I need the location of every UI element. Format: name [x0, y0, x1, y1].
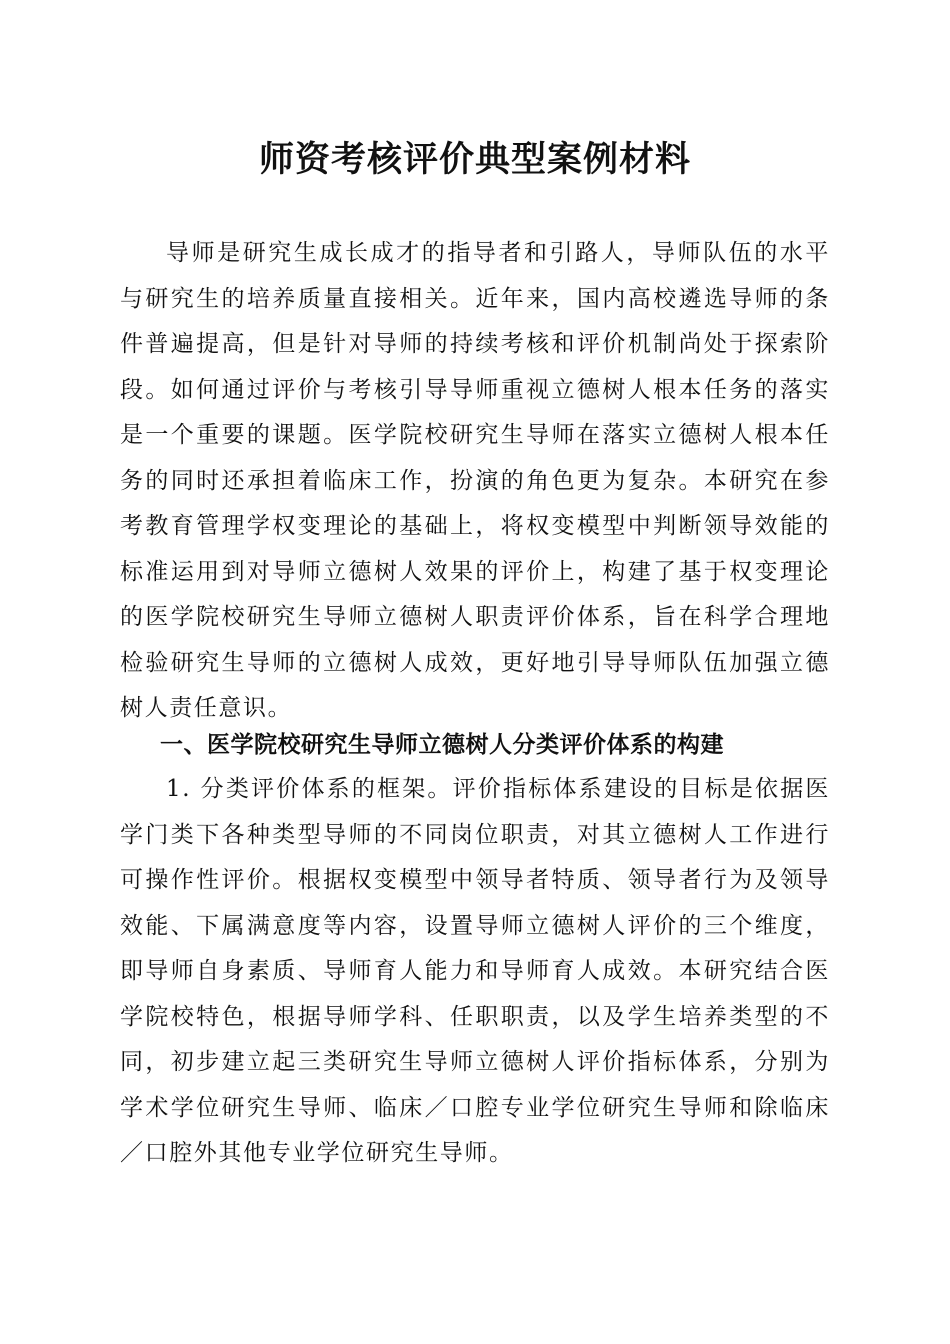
intro-paragraph: 导师是研究生成长成才的指导者和引路人，导师队伍的水平与研究生的培养质量直接相关。近年来，国内高校遴选导师的条件普遍提高，但是针对导师的持续考核和评价机制尚处于探索阶段。如何通过评价与考核引导导师重视立德树人根本任务的落实是一个重要的课题。医学院校研究生导师在落实立德树人根本任务的同时还承担着临床工作，扮演的角色更为复杂。本研究在参考教育管理学权变理论的基础上，将权变模型中判断领导效能的标准运用到对导师立德树人效果的评价上，构建了基于权变理论的医学院校研究生导师立德树人职责评价体系，旨在科学合理地检验研究生导师的立德树人成效，更好地引导导师队伍加强立德树人责任意识。 — [120, 240, 830, 721]
section-heading: 一、医学院校研究生导师立德树人分类评价体系的构建 — [160, 732, 724, 758]
framework-paragraph: 1. 分类评价体系的框架。评价指标体系建设的目标是依据医学门类下各种类型导师的不同岗位职责，对其立德树人工作进行可操作性评价。根据权变模型中领导者特质、领导者行为及领导效能、下属满意度等内容，设置导师立德树人评价的三个维度，即导师自身素质、导师育人能力和导师育人成效。本研究结合医学院校特色，根据导师学科、任职职责，以及学生培养类型的不同，初步建立起三类研究生导师立德树人评价指标体系，分别为学术学位研究生导师、临床／口腔专业学位研究生导师和除临床／口腔外其他专业学位研究生导师。 — [120, 776, 830, 1166]
document-title: 师资考核评价典型案例材料 — [258, 140, 691, 180]
